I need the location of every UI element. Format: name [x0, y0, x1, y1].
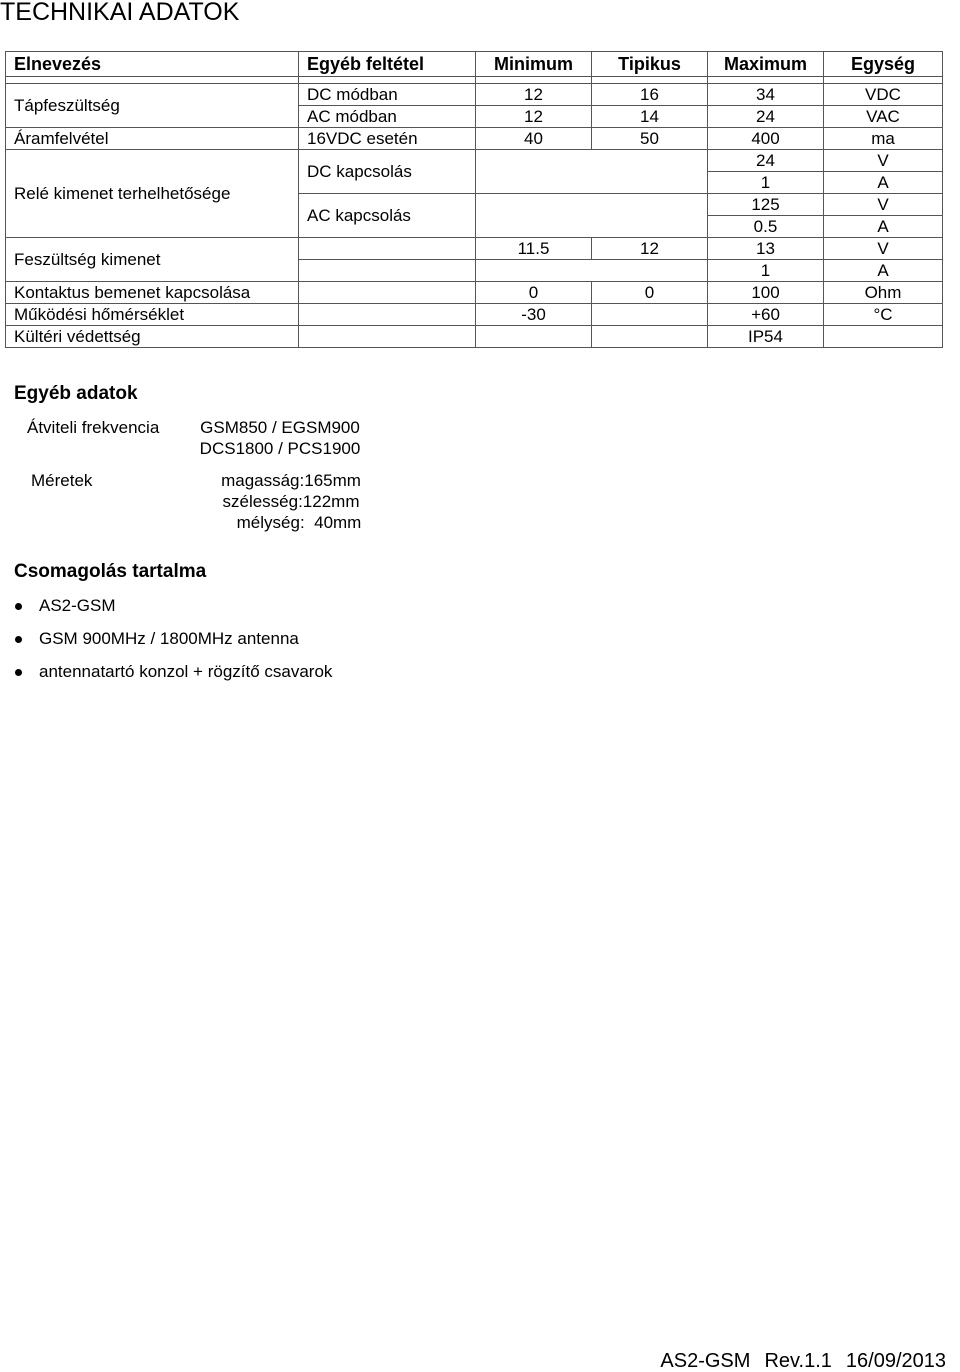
- page-title: TECHNIKAI ADATOK: [0, 0, 240, 26]
- row-max: 24: [708, 106, 824, 128]
- footer-revision: Rev.1.1: [764, 1350, 832, 1372]
- row-condition: AC kapcsolás: [299, 194, 476, 238]
- header-unit: Egység: [824, 52, 943, 77]
- table-row: [6, 128, 943, 150]
- header-name: Elnevezés: [6, 52, 299, 77]
- dimension-height: magasság:165mm: [221, 471, 361, 490]
- header-typical: Tipikus: [592, 52, 708, 77]
- row-max: 0.5: [708, 216, 824, 238]
- header-minimum: Minimum: [476, 52, 592, 77]
- row-condition: [299, 282, 476, 304]
- row-unit: V: [824, 150, 943, 172]
- other-data-heading: Egyéb adatok: [14, 383, 138, 404]
- row-name: Tápfeszültség: [6, 84, 299, 128]
- dimensions-label: Méretek: [31, 471, 93, 490]
- row-typ: [592, 304, 708, 326]
- table-row: [6, 304, 943, 326]
- row-min: [476, 326, 592, 348]
- row-min: 0: [476, 282, 592, 304]
- row-typ: 14: [592, 106, 708, 128]
- row-condition: [299, 304, 476, 326]
- table-row: [6, 282, 943, 304]
- bullet-icon: [15, 603, 22, 610]
- row-empty: [476, 260, 708, 282]
- row-max: 400: [708, 128, 824, 150]
- row-typ: 16: [592, 84, 708, 106]
- row-min: 12: [476, 84, 592, 106]
- bullet-icon: [15, 669, 22, 676]
- package-contents-list: [0, 593, 332, 692]
- header-condition: Egyéb feltétel: [299, 52, 476, 77]
- page-footer: [660, 1350, 946, 1372]
- table-spacer-row: [6, 77, 943, 84]
- row-name: Feszültség kimenet: [6, 238, 299, 282]
- row-unit: VAC: [824, 106, 943, 128]
- row-name: Működési hőmérséklet: [6, 304, 299, 326]
- row-max: 1: [708, 260, 824, 282]
- row-min: 40: [476, 128, 592, 150]
- row-condition: [299, 260, 476, 282]
- row-min: 11.5: [476, 238, 592, 260]
- row-min: 12: [476, 106, 592, 128]
- table-row: [6, 238, 943, 260]
- row-condition: 16VDC esetén: [299, 128, 476, 150]
- row-unit: A: [824, 172, 943, 194]
- row-typ: 50: [592, 128, 708, 150]
- list-item-text: AS2-GSM: [39, 596, 116, 615]
- row-unit: V: [824, 194, 943, 216]
- row-max: +60: [708, 304, 824, 326]
- frequency-line-1: GSM850 / EGSM900: [200, 418, 360, 437]
- row-unit: °C: [824, 304, 943, 326]
- footer-date: 16/09/2013: [845, 1350, 946, 1372]
- row-unit: Ohm: [824, 282, 943, 304]
- row-max: IP54: [708, 326, 824, 348]
- row-name: Relé kimenet terhelhetősége: [6, 150, 299, 238]
- row-unit: VDC: [824, 84, 943, 106]
- technical-data-table: [5, 51, 943, 348]
- dimension-width: szélesség:122mm: [222, 492, 360, 511]
- row-condition: AC módban: [299, 106, 476, 128]
- row-max: 1: [708, 172, 824, 194]
- row-empty: [476, 194, 708, 238]
- row-condition: DC kapcsolás: [299, 150, 476, 194]
- list-item: [0, 626, 332, 659]
- row-typ: 12: [592, 238, 708, 260]
- row-condition: [299, 238, 476, 260]
- row-max: 125: [708, 194, 824, 216]
- row-unit: V: [824, 238, 943, 260]
- table-row: [6, 150, 943, 172]
- row-name: Kontaktus bemenet kapcsolása: [6, 282, 299, 304]
- table-row: [6, 326, 943, 348]
- row-max: 13: [708, 238, 824, 260]
- row-min: -30: [476, 304, 592, 326]
- bullet-icon: [15, 636, 22, 643]
- list-item-text: GSM 900MHz / 1800MHz antenna: [39, 629, 299, 648]
- table-header-row: [6, 52, 943, 77]
- dimension-depth: mélység: 40mm: [236, 513, 362, 532]
- row-name: Kültéri védettség: [6, 326, 299, 348]
- row-max: 34: [708, 84, 824, 106]
- list-item: [0, 593, 332, 626]
- footer-product: AS2-GSM: [660, 1350, 751, 1372]
- row-unit: A: [824, 216, 943, 238]
- row-typ: 0: [592, 282, 708, 304]
- row-unit: ma: [824, 128, 943, 150]
- row-typ: [592, 326, 708, 348]
- row-unit: A: [824, 260, 943, 282]
- frequency-label: Átviteli frekvencia: [27, 418, 160, 437]
- row-condition: [299, 326, 476, 348]
- frequency-line-2: DCS1800 / PCS1900: [199, 439, 361, 458]
- row-unit: [824, 326, 943, 348]
- package-contents-heading: Csomagolás tartalma: [14, 561, 207, 582]
- row-max: 100: [708, 282, 824, 304]
- list-item: [0, 659, 332, 692]
- row-empty: [476, 150, 708, 194]
- row-name: Áramfelvétel: [6, 128, 299, 150]
- table-row: [6, 84, 943, 106]
- header-maximum: Maximum: [708, 52, 824, 77]
- row-condition: DC módban: [299, 84, 476, 106]
- row-max: 24: [708, 150, 824, 172]
- list-item-text: antennatartó konzol + rögzítő csavarok: [39, 662, 333, 681]
